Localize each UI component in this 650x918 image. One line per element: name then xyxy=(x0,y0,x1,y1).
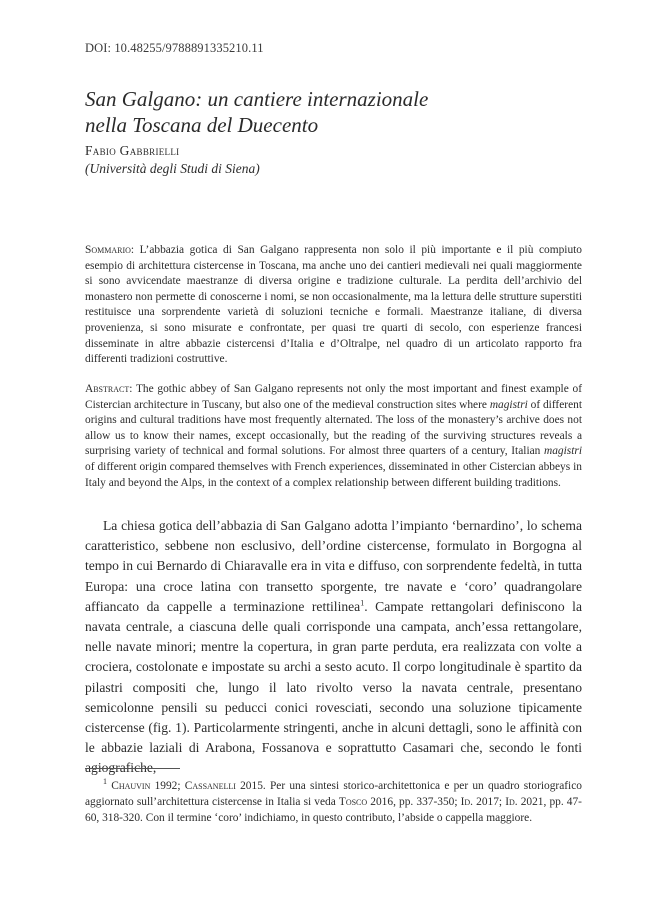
body-text-2: . Campate rettangolari definiscono la navata centrale, a ciascuna delle quali corrisponde una campata, anch’essa rettangolare, nelle navate minori; mentre la copertura, in gran parte perduta, era realizzata con volte a crociera, costolonate e impostate su archi a sesto acuto. Il corpo longitudinale è spartito da pilastri compositi che, lungo il lato rivolto verso la navata centrale, presentano semicolonne pensili su peducci conici rovesciati, secondo una soluzione tipicamente cistercense (fig. 1). Particolarmente stringenti, anche in alcuni dettagli, sono le affinità con le abbazie laziali di Arabona, Fossanova e soprattutto Casamari che, secondo le fonti agiografiche, xyxy=(85,598,582,776)
footnote-text: 2015. Per una sintesi storico-architettonica e per un quadro storiografico aggiornato sull’architettura cistercense in Italia si veda xyxy=(85,780,582,808)
abstract-emphasis-2: magistri xyxy=(544,445,582,458)
abstract-label: Abstract: xyxy=(85,383,133,395)
body-text-1: La chiesa gotica dell’abbazia di San Galgano adotta l’impianto ‘bernardino’, lo schema caratteristico, sebbene non esclusivo, dell’ordine cistercense, formulato in Borgogna al tempo in cui Bernardo di Chiaravalle era in vita e diffuso, con sorprendente fedeltà, in tutta Europa: una croce latina con transetto sporgente, tre navate e ‘coro’ quadrangolare affiancato da cappelle a terminazione rettilinea xyxy=(85,518,582,614)
citation-author: Chauvin xyxy=(111,780,151,792)
abstract-text-1: The gothic abbey of San Galgano represents not only the most important and finest example of Cistercian architecture in Tuscany, but also one of the medieval construction sites where xyxy=(85,383,582,411)
author-affiliation: (Università degli Studi di Siena) xyxy=(85,161,260,176)
citation-author: Tosco xyxy=(338,795,368,808)
footnote-number: 1 xyxy=(103,777,107,787)
sommario-paragraph xyxy=(85,243,582,368)
footnote-text: 2021, pp. 47-60, 318-320. Con il termine ‘coro’ indichiamo, in questo contributo, l’abside o cappella maggiore. xyxy=(85,795,582,824)
title-line-1: San Galgano: un cantiere internazionale xyxy=(85,87,429,111)
footnote-text: 2016, pp. 337-350; xyxy=(367,795,461,808)
abstract-paragraph xyxy=(85,382,582,491)
author-name: Fabio Gabbrielli xyxy=(85,143,180,158)
footnote-text: 1992; xyxy=(150,780,185,792)
abstract-emphasis-1: magistri xyxy=(489,398,528,411)
abstract-text-3: of different origin compared themselves with French experiences, disseminated in other Cistercian abbeys in Italy and beyond the Alps, in the context of a complex relationship between different building traditions. xyxy=(85,460,582,489)
title-line-2: nella Toscana del Duecento xyxy=(85,113,319,137)
footnote-paragraph xyxy=(85,779,582,826)
sommario-label: Sommario: xyxy=(85,244,135,256)
body-paragraph xyxy=(85,516,582,779)
sommario-text: L’abbazia gotica di San Galgano rappresenta non solo il più importante e il più compiuto esempio di architettura cistercense in Toscana, ma anche uno dei cantieri medievali nei quali maggiormente si sono avvicendate maestranze di diversa origine e tradizione culturale. La perdita dell’archivio del monastero non permette di conoscerne i nomi, se non occasionalmente, ma la lettura delle strutture superstiti restituisce una sorprendente varietà di soluzioni tecniche e formali. Maestranze italiane, di diversa provenienza, si sono misurate e confrontate, per quasi tre quarti di secolo, con esperienze francesi disseminate in altre abbazie cistercensi d’Italia e d’Oltralpe, nel quadro di un articolato rapporto fra differenti tradizioni costruttive. xyxy=(85,244,582,366)
citation-author: Id. xyxy=(505,795,518,808)
footnote-text: 2017; xyxy=(473,795,506,808)
citation-author: Cassanelli xyxy=(184,780,236,792)
citation-author: Id. xyxy=(460,795,474,808)
footnote-reference[interactable]: 1 xyxy=(360,598,365,608)
footnote-divider xyxy=(85,768,180,769)
article-title xyxy=(85,86,565,138)
abstract-text-2: of different origins and cultural traditions have most frequently alternated. The loss of the monastery’s archive does not allow us to know their names, except occasionally, but the reading of the surviving structures reveals a surprising variety of technical and formal solutions. For almost three quarters of a century, Italian xyxy=(85,398,582,458)
doi-line: DOI: 10.48255/9788891335210.11 xyxy=(85,41,264,55)
